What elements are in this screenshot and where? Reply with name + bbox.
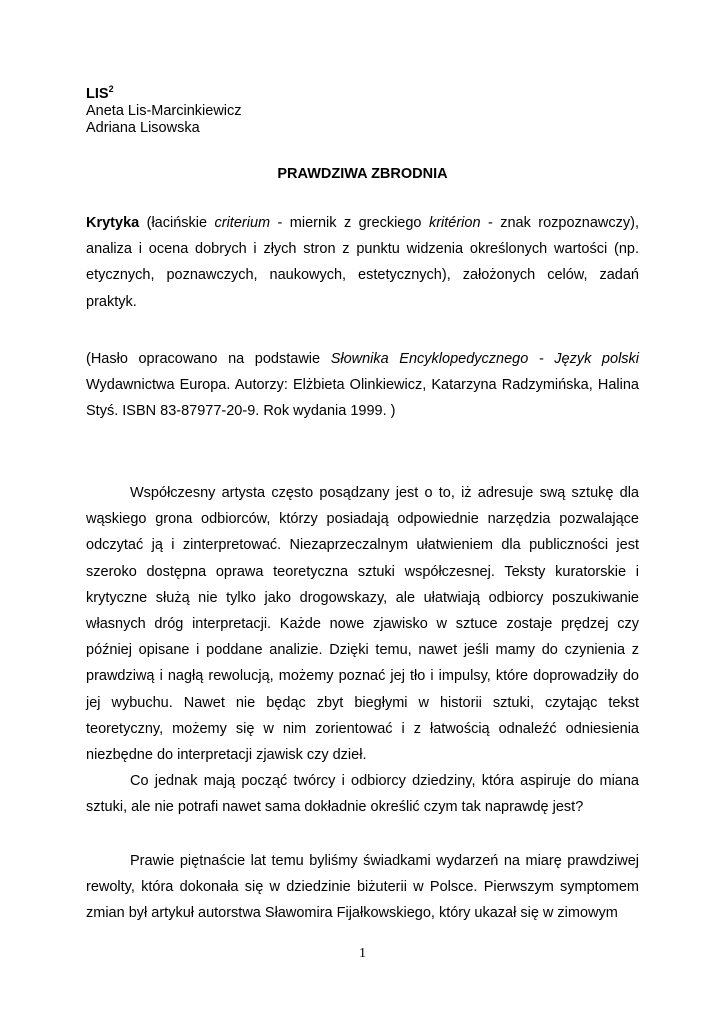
source-text: (Hasło opracowano na podstawie (86, 351, 331, 367)
definition-text: - miernik z greckiego (270, 215, 429, 231)
body-paragraph: Prawie piętnaście lat temu byliśmy świadkami wydarzeń na miarę prawdziwej rewolty, która dokonała się w dziedzinie biżuterii w Polsce. Pierwszym symptomem zmian był artykuł autorstwa Sławomira Fijałkowskiego, który ukazał się w zimowym (86, 853, 639, 922)
author-name: Adriana Lisowska (86, 120, 200, 136)
brand-line (86, 86, 242, 103)
definition-term: Krytyka (86, 215, 140, 231)
definition-paragraph (86, 210, 639, 315)
author-name: Aneta Lis-Marcinkiewicz (86, 103, 242, 119)
definition-text: - znak rozpoznawczy), analiza i ocena dobrych i złych stron z punktu widzenia określonych wartości (np. etycznych, poznawczych, naukowych, estetycznych), założonych celów, zadań praktyk. (86, 215, 639, 310)
greek-term: kritérion (428, 215, 481, 231)
document-header (86, 86, 242, 137)
latin-term: criterium (214, 215, 271, 231)
source-work-title: Słownika Encyklopedycznego - Język polski (330, 351, 640, 367)
document-title: PRAWDZIWA ZBRODNIA (277, 166, 448, 182)
definition-text: (łacińskie (139, 215, 215, 231)
brand-superscript: 2 (108, 84, 114, 94)
body-paragraph: Współczesny artysta często posądzany jest o to, iż adresuje swą sztukę dla wąskiego grona odbiorców, którzy posiadają odpowiednie narzędzia pozwalające odczytać ją i zinterpretować. Niezaprzeczalnym ułatwieniem dla publiczności jest szeroko dostępna oprawa teoretyczna sztuki współczesnej. Teksty kuratorskie i krytyczne służą nie tylko jako drogowskazy, ale ułatwiają odbiorcy poszukiwanie własnych dróg interpretacji. Każde nowe zjawisko w sztuce zostaje prędzej czy później opisane i poddane analizie. Dzięki temu, nawet jeśli mamy do czynienia z prawdziwą i nagłą rewolucją, możemy poznać jej tło i impulsy, które doprowadziły do jej wybuchu. Nawet nie będąc zbyt biegłymi w historii sztuki, czytając tekst teoretyczny, możemy się w nim zorientować i z łatwością odnaleźć odniesienia niezbędne do interpretacji zjawisk czy dzieł. (86, 485, 639, 764)
source-paragraph (86, 346, 639, 425)
brand-name: LIS (86, 86, 109, 102)
source-text: Wydawnictwa Europa. Autorzy: Elżbieta Olinkiewicz, Katarzyna Radzymińska, Halina Styś. ISBN 83-87977-20-9. Rok wydania 1999. ) (86, 377, 639, 420)
page-number: 1 (359, 946, 366, 961)
body-paragraph: Co jednak mają począć twórcy i odbiorcy dziedziny, która aspiruje do miana sztuki, ale nie potrafi nawet sama dokładnie określić czym tak naprawdę jest? (86, 773, 639, 816)
